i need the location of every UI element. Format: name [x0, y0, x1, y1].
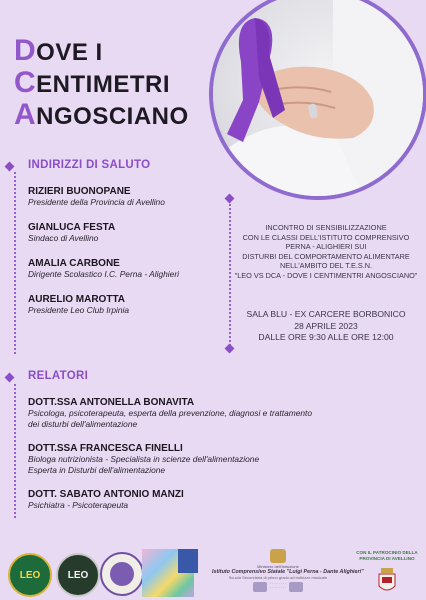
speaker-name: DOTT.SSA FRANCESCA FINELLI [28, 443, 183, 454]
event-time: DALLE ORE 9:30 ALLE ORE 12:00 [258, 332, 394, 343]
lions-club-logo [100, 552, 144, 596]
ribbon-hand-photo [213, 0, 423, 196]
timeline-diamond [5, 373, 15, 383]
greetings-heading: INDIRIZZI DI SALUTO [28, 159, 151, 171]
greeting-name: AURELIO MAROTTA [28, 294, 126, 305]
greeting-name: GIANLUCA FESTA [28, 222, 116, 233]
event-venue: SALA BLU - EX CARCERE BORBONICO [246, 309, 406, 319]
greeting-item [28, 258, 179, 280]
greeting-item [28, 294, 129, 316]
event-line: "LEO VS DCA - DOVE I CENTIMENTRI ANGOSCIANO" [234, 270, 418, 280]
timeline-dotted-line [14, 172, 16, 354]
awareness-ribbon-illustration [213, 0, 423, 196]
greeting-role: Presidente Leo Club Irpinia [28, 305, 130, 315]
italian-republic-emblem-icon [270, 549, 286, 563]
leo-club-logo: LEO [56, 553, 100, 597]
greeting-role: Presidente della Provincia di Avellino [28, 197, 165, 207]
poster-title [14, 36, 189, 132]
speaker-role: Esperta in Disturbi dell'alimentazione [28, 465, 166, 475]
event-line: INCONTRO DI SENSIBILIZZAZIONE [265, 223, 387, 232]
lions-emblem-icon [110, 562, 134, 586]
greeting-item [28, 222, 115, 244]
event-line: CON LE CLASSI DELL'ISTITUTO COMPRENSIVO [242, 232, 410, 242]
speaker-role: Psichiatra - Psicoterapeuta [28, 500, 129, 510]
school-logo-block [212, 549, 364, 597]
timeline-dotted-line [14, 384, 16, 518]
school-name: Istituto Comprensivo Statale "Luigi Perna - Dante Alighieri" [212, 569, 364, 575]
event-line: NELL'AMBITO DEL T.E.S.N. [279, 261, 373, 271]
greeting-name: AMALIA CARBONE [28, 258, 120, 269]
greeting-item [28, 186, 165, 208]
event-venue-block [232, 309, 420, 344]
greeting-name: RIZIERI BUONOPANE [28, 186, 131, 197]
speakers-heading: RELATORI [28, 370, 89, 382]
timeline-diamond [225, 194, 235, 204]
greeting-role: Dirigente Scolastico I.C. Perna - Alighieri [28, 269, 179, 279]
certification-seals [212, 582, 344, 592]
timeline-dotted-line-right [229, 200, 231, 346]
greeting-role: Sindaco di Avellino [28, 233, 99, 243]
patronage-text: CON IL PATROCINIO DELLA PROVINCIA DI AVELLINO [356, 550, 418, 561]
leo-club-logo: LEO [8, 553, 52, 597]
title-line-3: ANGOSCIANO [14, 98, 189, 131]
speaker-item [28, 397, 312, 430]
certification-fine-print: · · · · · · · · · · · · · · · · [270, 582, 286, 590]
timeline-diamond [225, 344, 235, 354]
title-line-1: DOVE I [14, 34, 103, 67]
speaker-item [28, 443, 259, 476]
event-description [232, 223, 420, 281]
ministry-text: Ministero dell'Istruzione [257, 564, 299, 569]
speaker-item [28, 489, 184, 511]
certification-seal-icon [289, 582, 303, 592]
speaker-role: Biologa nutrizionista - Specialista in scienze dell'alimentazione [28, 454, 260, 464]
event-date: 28 APRILE 2023 [294, 320, 358, 331]
book-cover-image [178, 549, 198, 573]
speaker-role: dei disturbi dell'alimentazione [28, 419, 138, 429]
avellino-coat-of-arms-icon [378, 568, 396, 594]
speaker-role: Psicologa, psicoterapeuta, esperta della prevenzione, diagnosi e trattamento [28, 408, 312, 418]
title-line-2: CENTIMETRI [14, 66, 170, 99]
timeline-diamond [5, 162, 15, 172]
event-line: DISTURBI DEL COMPORTAMENTO ALIMENTARE [242, 251, 410, 261]
event-line: PERNA - ALIGHIERI SUI [285, 242, 367, 252]
speaker-name: DOTT.SSA ANTONELLA BONAVITA [28, 397, 195, 408]
school-subtitle: Scuola Secondaria di primo grado ad indirizzo musicale [228, 575, 328, 580]
speaker-name: DOTT. SABATO ANTONIO MANZI [28, 489, 184, 500]
certification-seal-icon [253, 582, 267, 592]
